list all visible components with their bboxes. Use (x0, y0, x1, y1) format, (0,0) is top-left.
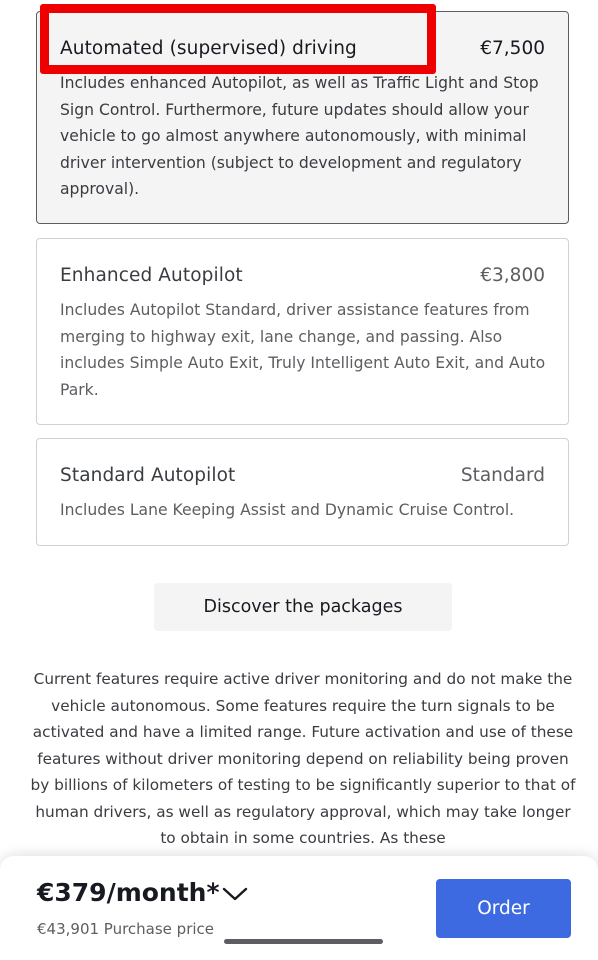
purchase-price: €43,901 Purchase price (37, 920, 215, 938)
option-title: Automated (supervised) driving (60, 38, 357, 59)
order-button[interactable]: Order (436, 879, 571, 938)
option-header (60, 38, 545, 59)
option-price: Standard (460, 465, 545, 486)
option-description: Includes Autopilot Standard, driver assistance features from merging to highway exit, lane change, and passing. Also includes Simple Auto Exit, Truly Intelligent Auto Exit, and Auto Park. (60, 301, 546, 399)
option-card-enhanced-autopilot[interactable] (36, 238, 569, 425)
option-price: €3,800 (480, 265, 545, 286)
option-title: Enhanced Autopilot (60, 265, 243, 286)
option-card-standard-autopilot[interactable] (36, 438, 569, 546)
home-indicator (224, 939, 383, 944)
option-title: Standard Autopilot (60, 465, 236, 486)
disclaimer-text: Current features require active driver monitoring and do not make the vehicle autonomous. Some features require the turn signals to be activated and have a limited range. Future activation and use of these features without driver monitoring depend on reliability being proven by billions of kilometers of testing to be significantly superior to that of human drivers, as well as regulatory approval, which may take longer to obtain in some countries. As these (30, 670, 576, 847)
option-header (60, 465, 545, 486)
monthly-price: €379/month* (37, 878, 220, 907)
option-price: €7,500 (480, 38, 545, 59)
discover-packages-button[interactable]: Discover the packages (154, 583, 452, 631)
order-summary-bar (0, 856, 598, 960)
option-header (60, 265, 545, 286)
option-description: Includes Lane Keeping Assist and Dynamic Cruise Control. (60, 501, 515, 519)
option-card-automated-driving[interactable] (36, 11, 569, 224)
option-description: Includes enhanced Autopilot, as well as Traffic Light and Stop Sign Control. Furthermore, future updates should allow your vehicle to go almost anywhere autonomously, with minimal driver intervention (subject to development and regulatory approval). (60, 74, 539, 198)
chevron-down-icon[interactable] (221, 884, 249, 904)
